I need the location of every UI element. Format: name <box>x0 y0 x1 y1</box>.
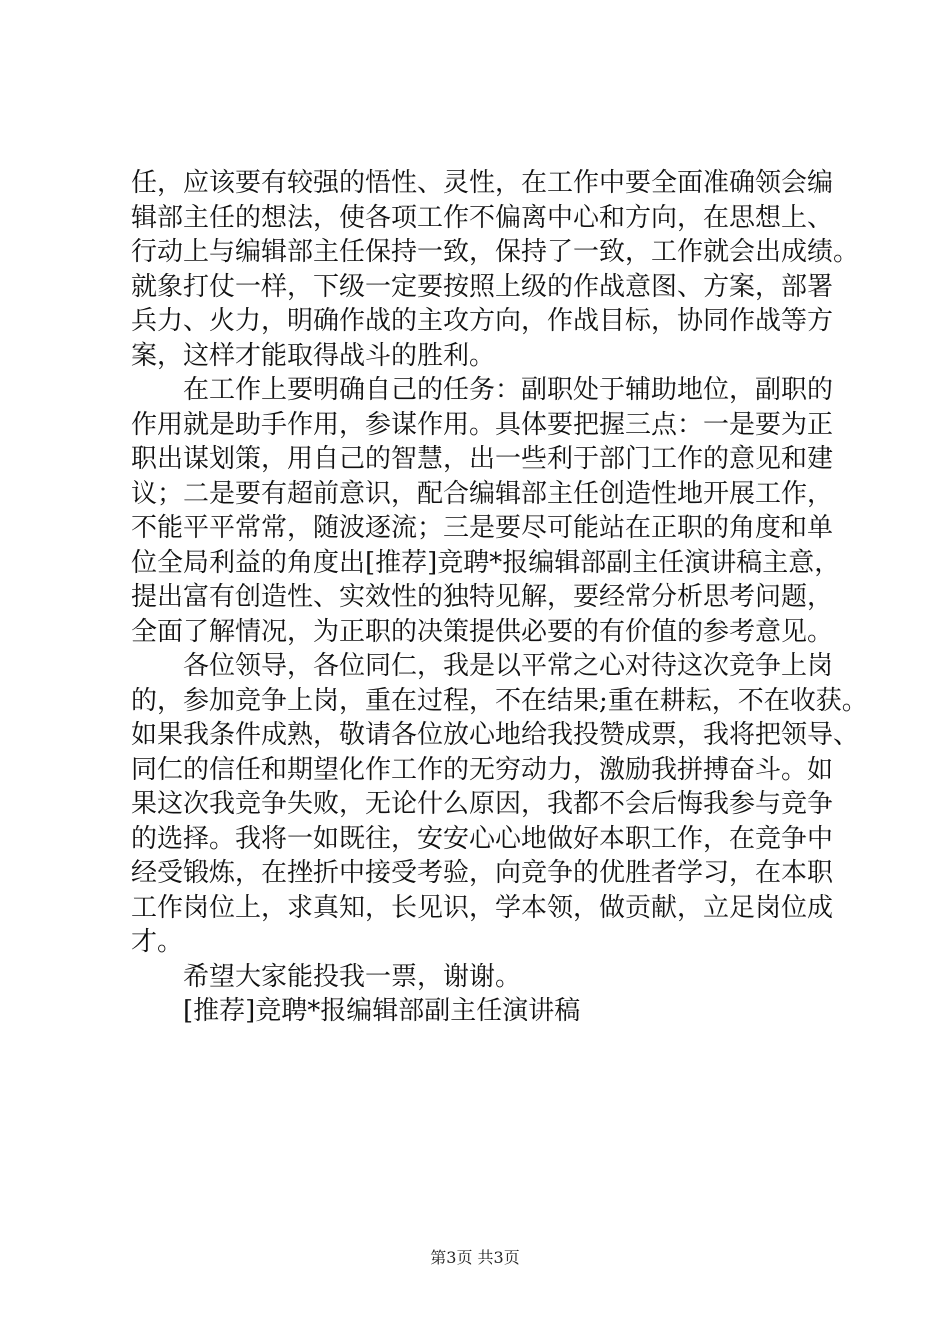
text-line: 案，这样才能取得战斗的胜利。 <box>131 340 496 371</box>
text-line: 的，参加竞争上岗，重在过程，不在结果;重在耕耘，不在收获。 <box>131 685 868 716</box>
text-line: 兵力、火力，明确作战的主攻方向，作战目标，协同作战等方 <box>131 306 834 336</box>
text-line: 位全局利益的角度出[推荐]竞聘*报编辑部副主任演讲稿主意， <box>131 547 841 578</box>
text-line: 辑部主任的想法，使各项工作不偏离中心和方向，在思想上、 <box>131 202 834 233</box>
text-line: 经受锻炼，在挫折中接受考验，向竞争的优胜者学习，在本职 <box>131 858 834 888</box>
text-line: 才。 <box>131 927 184 957</box>
text-line: 议；二是要有超前意识，配合编辑部主任创造性地开展工作， <box>131 478 834 509</box>
paragraph-start-line: 在工作上要明确自己的任务：副职处于辅助地位，副职的 <box>183 375 834 405</box>
paragraph-start-line: 各位领导，各位同仁，我是以平常之心对待这次竞争上岗 <box>183 651 834 681</box>
text-line: 工作岗位上，求真知，长见识，学本领，做贡献，立足岗位成 <box>131 892 834 923</box>
text-line: 的选择。我将一如既往，安安心心地做好本职工作，在竞争中 <box>131 823 834 854</box>
page-number-footer: 第3页 共3页 <box>430 1248 520 1267</box>
text-line: 同仁的信任和期望化作工作的无穷动力，激励我拼搏奋斗。如 <box>131 754 834 785</box>
text-line: 职出谋划策，用自己的智慧，出一些利于部门工作的意见和建 <box>131 444 834 474</box>
paragraph-start-line: [推荐]竞聘*报编辑部副主任演讲稿 <box>183 996 581 1026</box>
text-line: 作用就是助手作用，参谋作用。具体要把握三点：一是要为正 <box>131 409 834 440</box>
text-line: 果这次我竞争失败，无论什么原因，我都不会后悔我参与竞争 <box>131 789 834 819</box>
body-text <box>131 166 868 1029</box>
text-line: 不能平平常常，随波逐流；三是要尽可能站在正职的角度和单 <box>131 513 834 543</box>
text-line: 如果我条件成熟，敬请各位放心地给我投赞成票，我将把领导、 <box>131 720 860 750</box>
text-line: 提出富有创造性、实效性的独特见解，要经常分析思考问题， <box>131 582 834 612</box>
text-line: 任，应该要有较强的悟性、灵性，在工作中要全面准确领会编 <box>131 168 834 198</box>
text-line: 行动上与编辑部主任保持一致，保持了一致，工作就会出成绩。 <box>131 237 860 267</box>
text-line: 就象打仗一样，下级一定要按照上级的作战意图、方案，部署 <box>131 271 834 302</box>
text-line: 全面了解情况，为正职的决策提供必要的有价值的参考意见。 <box>131 616 834 647</box>
paragraph-start-line: 希望大家能投我一票，谢谢。 <box>183 961 522 992</box>
